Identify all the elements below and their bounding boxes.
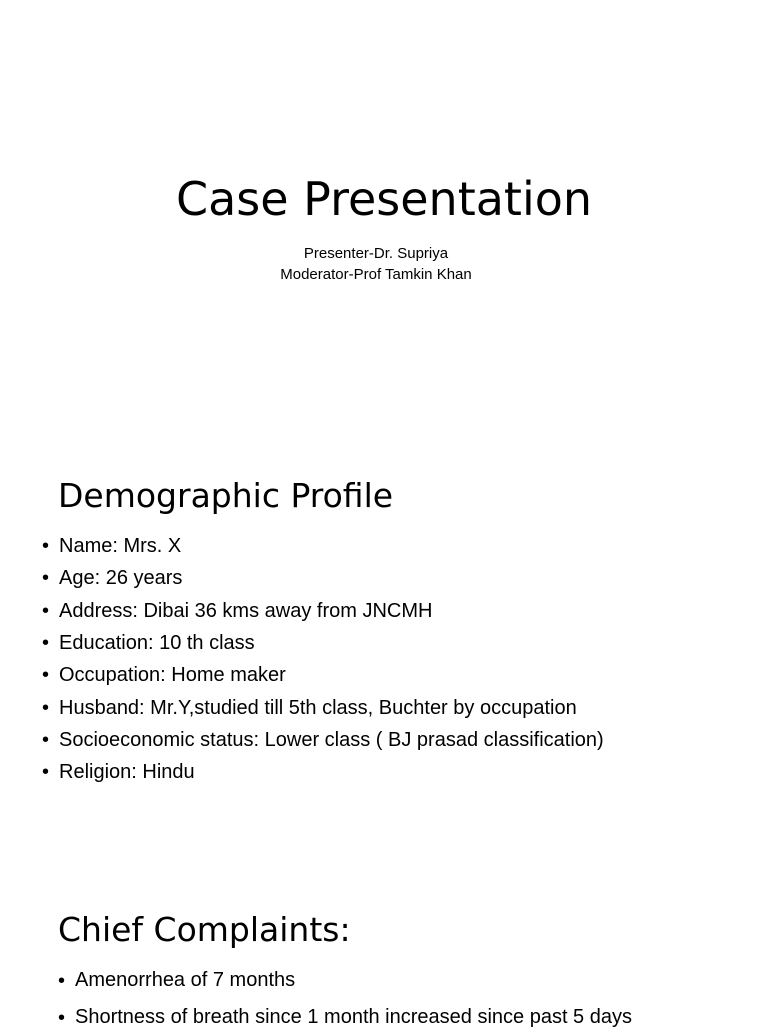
bullet-text: Husband: Mr.Y,studied till 5th class, Buchter by occupation — [59, 696, 577, 719]
slide-chief-complaints — [0, 840, 768, 1029]
bullet-icon: • — [42, 567, 50, 590]
presentation-title: Case Presentation — [175, 172, 593, 226]
slide-heading: Demographic Profile — [58, 476, 394, 515]
list-item — [42, 530, 742, 562]
list-item — [58, 962, 758, 999]
bullet-icon: • — [42, 664, 50, 687]
bullet-list — [42, 530, 742, 788]
bullet-text: Age: 26 years — [59, 567, 183, 590]
slide-heading: Chief Complaints: — [58, 910, 351, 949]
list-item — [42, 756, 742, 788]
bullet-icon: • — [58, 1006, 66, 1029]
slide-demographic-profile — [0, 420, 768, 840]
list-item — [42, 659, 742, 691]
list-item — [42, 562, 742, 594]
presentation-subtitle — [0, 243, 752, 285]
bullet-text: Religion: Hindu — [59, 761, 195, 784]
list-item — [42, 627, 742, 659]
bullet-icon: • — [42, 632, 50, 655]
slide-title-page — [0, 0, 768, 420]
list-item — [42, 691, 742, 723]
bullet-text: Shortness of breath since 1 month increased since past 5 days — [75, 1006, 632, 1028]
bullet-text: Address: Dibai 36 kms away from JNCMH — [59, 599, 433, 622]
bullet-text: Socioeconomic status: Lower class ( BJ prasad classification) — [59, 728, 604, 751]
bullet-list — [58, 962, 758, 1036]
bullet-text: Name: Mrs. X — [59, 535, 182, 558]
bullet-icon: • — [58, 969, 66, 992]
bullet-icon: • — [42, 761, 50, 784]
list-item — [58, 999, 758, 1036]
bullet-text: Occupation: Home maker — [59, 664, 286, 687]
list-item — [42, 724, 742, 756]
bullet-icon: • — [42, 728, 50, 751]
bullet-text: Amenorrhea of 7 months — [75, 969, 296, 991]
bullet-icon: • — [42, 535, 50, 558]
moderator-line: Moderator-Prof Tamkin Khan — [280, 266, 472, 283]
bullet-icon: • — [42, 599, 50, 622]
list-item — [42, 595, 742, 627]
bullet-icon: • — [42, 696, 50, 719]
presenter-line: Presenter-Dr. Supriya — [303, 245, 449, 262]
bullet-text: Education: 10 th class — [59, 632, 255, 655]
